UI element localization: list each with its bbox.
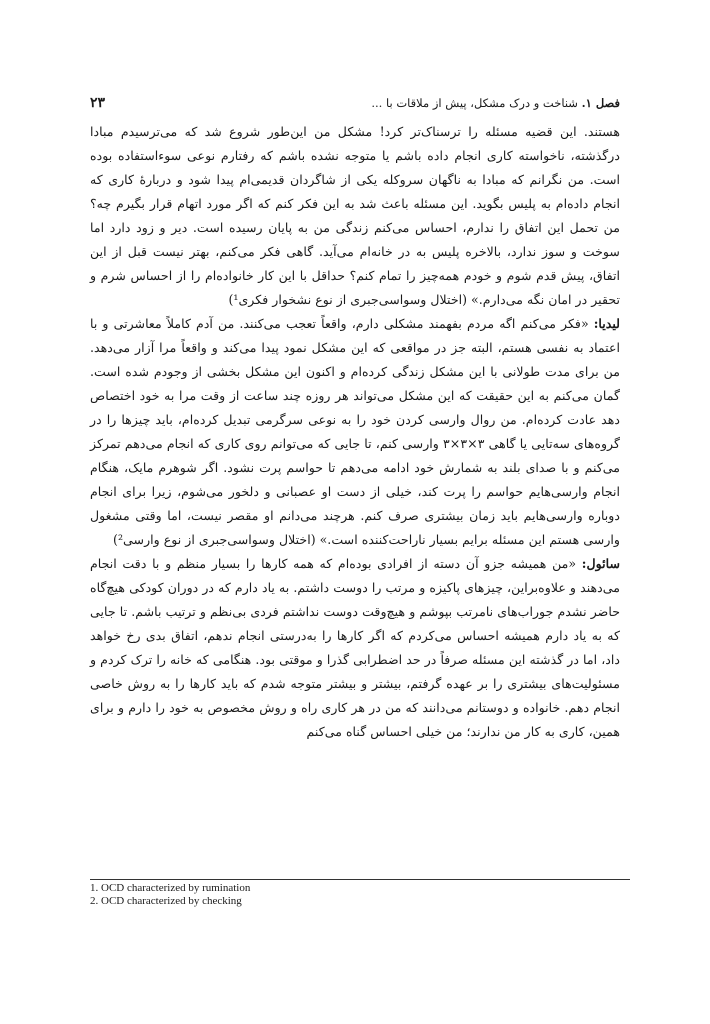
paragraph-text: «فکر می‌کنم اگه مردم بفهمند مشکلی دارم، واقعاً تعجب می‌کنند. من آدم کاملاً معاشرتی و با اعتماد به نفسی هستم، البته جز در مواقعی که این مشکل نمود پیدا می‌کند و واقعاً مرا آزار می‌دهد. من برای مدت طولانی با این مشکل زندگی کرده‌ام و اکنون این مشکل بخشی از وجودم شده است. گمان می‌کنم به این حقیقت که این مشکل می‌تواند هر روزه چند ساعت از وقت مرا به خود اختصاص دهد عادت کرده‌ام. من روال وارسی کردن خود را به نوعی سرگرمی تبدیل کرده‌ام، باید چیزها را در گروه‌های سه‌تایی یا گاهی ۳×۳×۳ وارسی کنم، تا جایی که می‌توانم روی کاری که انجام می‌دهم تمرکز می‌کنم و با صدای بلند به شمارش خود ادامه می‌دهم تا حواسم پرت نشود. اگر شوهرم مایک، هنگام انجام وارسی‌هایم حواسم را پرت کند، خیلی از دست او عصبانی و دلخور می‌شوم، زیرا برای انجام دوباره وارسی‌هایم باید زمان بیشتری صرف کنم. هرچند می‌دانم او مقصر نیست، اما وقتی مشغول وارسی هستم این مسئله برایم بسیار ناراحت‌کننده است.» (اختلال وسواسی‌جبری از نوع وارسی²) — [90, 316, 620, 547]
speaker-name: سائول: — [581, 556, 620, 571]
footnote-2: 2. OCD characterized by checking — [90, 895, 242, 907]
paragraph-text: «من همیشه جزو آن دسته از افرادی بوده‌ام که همه کارها را بسیار منظم و با دقت انجام می‌دهند و علاوه‌براین، چیزهای پاکیزه و مرتب را دوست داشتم. به یاد دارم که در دوران کودکی هیچ‌گاه حاضر نشدم جوراب‌های نامرتب بپوشم و هیچ‌وقت دوست نداشتم فردی بی‌نظم و ترتیب باشم. تا جایی که به یاد دارم همیشه احساس می‌کردم که اگر کارها را به‌درستی انجام ندهم، اتفاق بدی رخ خواهد داد، اما در گذشته این مسئله صرفاً در حد اضطرابی گذرا و موقتی بود. هنگامی که خانه را ترک کردم و مسئولیت‌های بیشتری را بر عهده گرفتم، بیشتر و بیشتر متوجه شدم که باید کارها را به روش خاصی انجام دهم. خانواده و دوستانم می‌دانند که من در هر کاری راه و روش مخصوص به خود را دارم و برای همین، کاری به کار من ندارند؛ من خیلی احساس گناه می‌کنم — [90, 556, 620, 739]
footnotes — [90, 882, 630, 908]
speaker-name: لیدیا: — [593, 316, 620, 331]
running-header — [90, 92, 620, 114]
body-text — [90, 120, 620, 744]
running-title — [371, 96, 620, 110]
chapter-title: شناخت و درک مشکل، پیش از ملاقات با ... — [371, 96, 578, 110]
footnote-1: 1. OCD characterized by rumination — [90, 882, 251, 894]
paragraph-saul — [90, 552, 620, 744]
paragraph-continuation — [90, 120, 620, 312]
paragraph-text: هستند. این قضیه مسئله را ترسناک‌تر کرد! مشکل من این‌طور شروع شد که می‌ترسیدم مبادا درگذشته، ناخواسته کاری انجام داده باشم یا متوجه نشده باشم که رفتارم نوعی سوءاستفاده بوده است. من نگرانم که مبادا به ناگهان سروکله یکی از شاگردان قدیمی‌ام پیدا شود و دربارهٔ کاری که انجام داده‌ام به پلیس بگوید. این مسئله باعث شد به این فکر کنم که اگر مورد اتهام قرار بگیرم چه؟ من تحمل این اتفاق را ندارم، احساس می‌کنم زندگی من به پایان رسیده است. دیر و زود دارد اما سوخت و سوز ندارد، بالاخره پلیس به در خانه‌ام می‌آید. گاهی فکر می‌کنم، بهتر نیست قبل از این اتفاق، پیش قدم شوم و خودم همه‌چیز را تمام کنم؟ حداقل با این کار خانواده‌ام را از احساس شرم و تحقیر در امان نگه می‌دارم.» (اختلال وسواسی‌جبری از نوع نشخوار فکری¹) — [90, 124, 620, 307]
paragraph-lydia — [90, 312, 620, 552]
footnote-divider — [90, 879, 630, 880]
chapter-label: فصل ۱. — [581, 96, 620, 110]
page-number: ۲۳ — [90, 95, 106, 111]
